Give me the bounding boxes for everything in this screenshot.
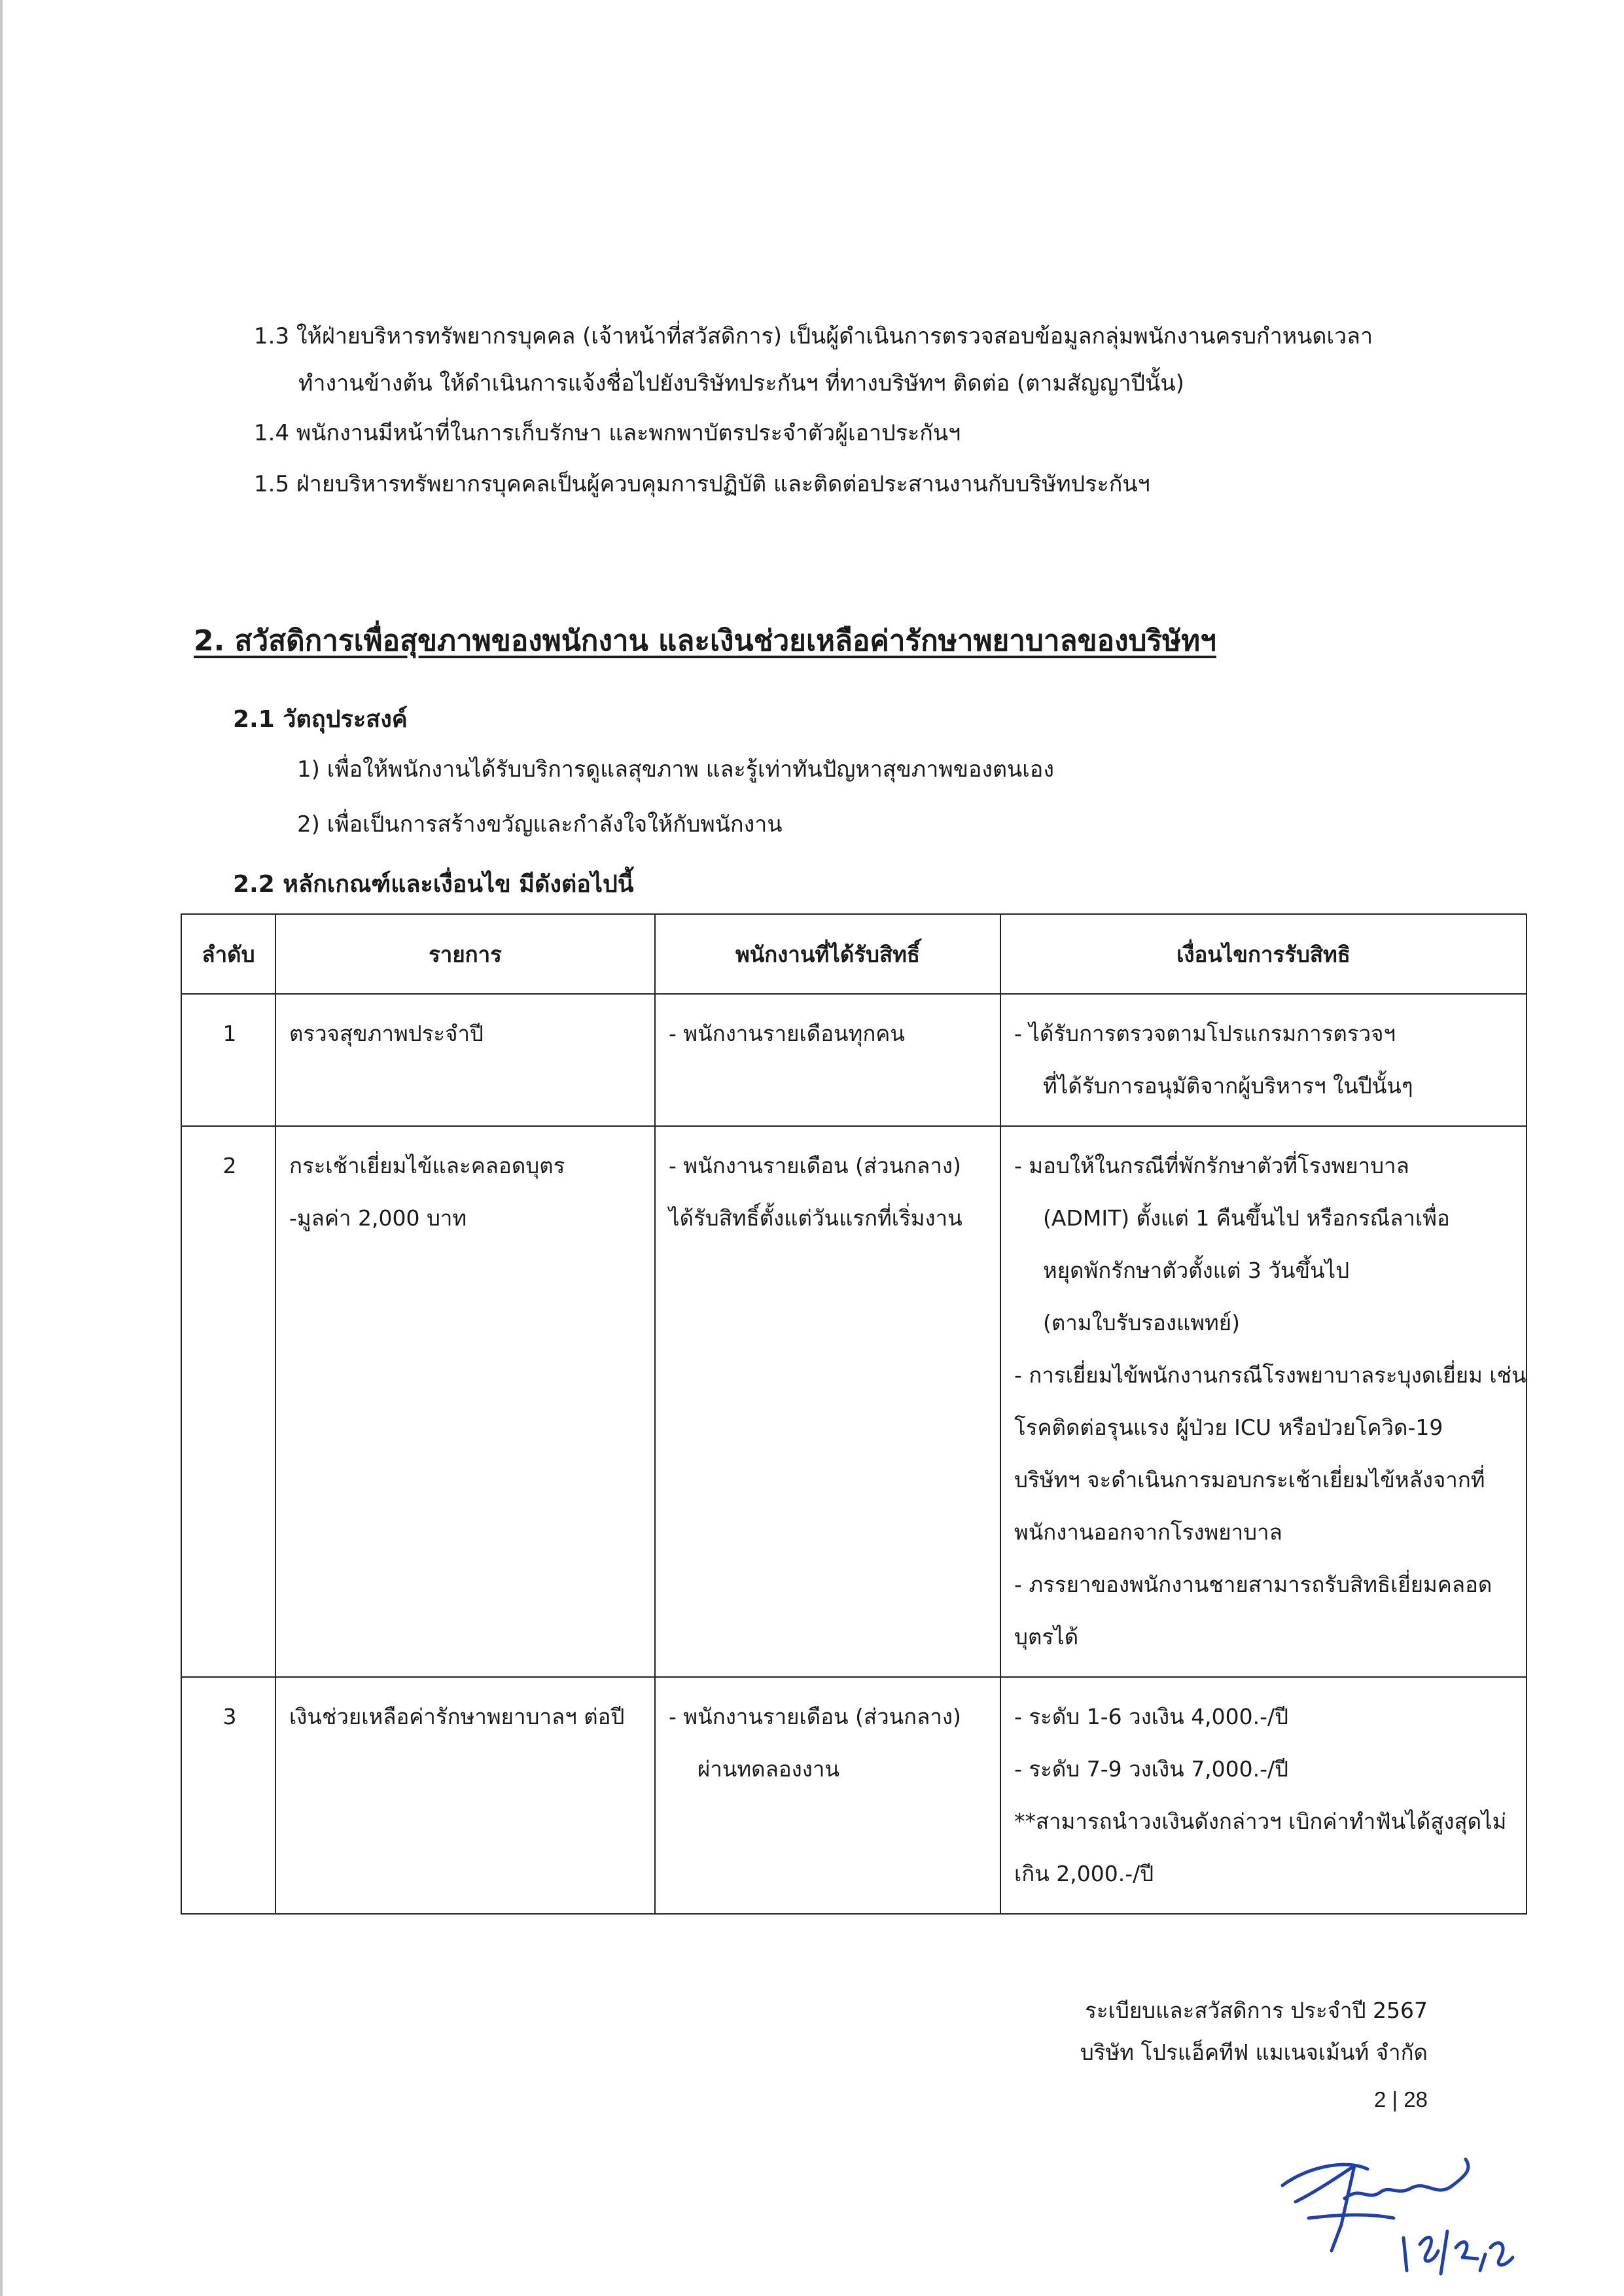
handwritten-signature <box>1269 2140 1525 2277</box>
row-eligible <box>655 1677 1000 1914</box>
item-1-5: 1.5 ฝ่ายบริหารทรัพยากรบุคคลเป็นผู้ควบคุมการปฏิบัติ และติดต่อประสานงานกับบริษัทประกันฯ <box>254 471 1150 497</box>
row-item <box>275 994 655 1126</box>
row-eligible-line: - พนักงานรายเดือน (ส่วนกลาง) <box>669 1153 961 1178</box>
row-item-line: ตรวจสุขภาพประจำปี <box>289 1021 484 1046</box>
page-number: 2 | 28 <box>1374 2087 1428 2111</box>
table-header-row <box>181 914 1527 994</box>
row-condition-line: (ตามใบรับรองแพทย์) <box>1043 1310 1240 1335</box>
table-row <box>181 994 1527 1126</box>
row-condition-line: - ได้รับการตรวจตามโปรแกรมการตรวจฯ <box>1014 1021 1396 1046</box>
row-condition-line: (ADMIT) ตั้งแต่ 1 คืนขึ้นไป หรือกรณีลาเพื่อ <box>1043 1205 1450 1231</box>
item-1-3-line1: 1.3 ให้ฝ่ายบริหารทรัพยากรบุคคล (เจ้าหน้าที่สวัสดิการ) เป็นผู้ดำเนินการตรวจสอบข้อมูลกลุ่มพนักงานครบกำหนดเวลา <box>254 323 1373 349</box>
row-eligible-line: ได้รับสิทธิ์ตั้งแต่วันแรกที่เริ่มงาน <box>669 1205 962 1231</box>
row-condition-line: พนักงานออกจากโรงพยาบาล <box>1014 1519 1282 1545</box>
row-item-line: เงินช่วยเหลือค่ารักษาพยาบาลฯ ต่อปี <box>289 1704 625 1729</box>
row-item <box>275 1677 655 1914</box>
footer-title: ระเบียบและสวัสดิการ ประจำปี 2567 <box>1085 1998 1428 2023</box>
objective-title: 2.1 วัตถุประสงค์ <box>233 706 408 733</box>
row-conditions <box>1000 1677 1527 1914</box>
row-no: 3 <box>181 1677 275 1914</box>
row-condition-line: - มอบให้ในกรณีที่พักรักษาตัวที่โรงพยาบาล <box>1014 1153 1409 1178</box>
footer-company: บริษัท โปรแอ็คทีฟ แมเนจเม้นท์ จำกัด <box>1080 2040 1428 2065</box>
row-eligible-line: - พนักงานรายเดือนทุกคน <box>669 1021 905 1046</box>
item-1-3-line2: ทำงานข้างต้น ให้ดำเนินการแจ้งชื่อไปยังบริษัทประกันฯ ที่ทางบริษัทฯ ติดต่อ (ตามสัญญาปีนั้น) <box>298 370 1184 397</box>
row-condition-line: **สามารถนำวงเงินดังกล่าวฯ เบิกค่าทำฟันได้สูงสุดไม่ <box>1014 1809 1507 1834</box>
row-condition-line: - ระดับ 1-6 วงเงิน 4,000.-/ปี <box>1014 1704 1289 1729</box>
row-condition-line: - ภรรยาของพนักงานชายสามารถรับสิทธิเยี่ยมคลอด <box>1014 1572 1492 1597</box>
criteria-table <box>181 913 1527 1915</box>
row-no: 2 <box>181 1126 275 1677</box>
row-condition-line: - ระดับ 7-9 วงเงิน 7,000.-/ปี <box>1014 1756 1289 1782</box>
row-condition-line: บุตรได้ <box>1014 1624 1079 1650</box>
row-item-line: กระเช้าเยี่ยมไข้และคลอดบุตร <box>289 1153 565 1178</box>
row-item <box>275 1126 655 1677</box>
header-no: ลำดับ <box>181 914 275 994</box>
header-eligible: พนักงานที่ได้รับสิทธิ์ <box>655 914 1000 994</box>
item-1-4: 1.4 พนักงานมีหน้าที่ในการเก็บรักษา และพกพาบัตรประจำตัวผู้เอาประกันฯ <box>254 420 961 446</box>
table-row <box>181 1677 1527 1914</box>
objective-2: 2) เพื่อเป็นการสร้างขวัญและกำลังใจให้กับพนักงาน <box>297 811 783 838</box>
row-eligible-line: - พนักงานรายเดือน (ส่วนกลาง) <box>669 1704 961 1729</box>
row-condition-line: ที่ได้รับการอนุมัติจากผู้บริหารฯ ในปีนั้นๆ <box>1043 1073 1413 1099</box>
row-no: 1 <box>181 994 275 1126</box>
row-condition-line: เกิน 2,000.-/ปี <box>1014 1861 1154 1886</box>
row-condition-line: - การเยี่ยมไข้พนักงานกรณีโรงพยาบาลระบุงดเยี่ยม เช่น <box>1014 1362 1527 1388</box>
row-conditions <box>1000 994 1527 1126</box>
row-eligible <box>655 1126 1000 1677</box>
row-condition-line: หยุดพักรักษาตัวตั้งแต่ 3 วันขึ้นไป <box>1043 1258 1350 1283</box>
row-eligible <box>655 994 1000 1126</box>
row-item-line: -มูลค่า 2,000 บาท <box>289 1205 467 1231</box>
criteria-title: 2.2 หลักเกณฑ์และเงื่อนไข มีดังต่อไปนี้ <box>233 871 634 898</box>
page-edge-line <box>0 0 3 2296</box>
row-condition-line: บริษัทฯ จะดำเนินการมอบกระเช้าเยี่ยมไข้หลังจากที่ <box>1014 1467 1485 1492</box>
table-row <box>181 1126 1527 1677</box>
row-eligible-line: ผ่านทดลองงาน <box>697 1756 839 1782</box>
objective-1: 1) เพื่อให้พนักงานได้รับบริการดูแลสุขภาพ และรู้เท่าทันปัญหาสุขภาพของตนเอง <box>297 756 1054 783</box>
row-condition-line: โรคติดต่อรุนแรง ผู้ป่วย ICU หรือป่วยโควิด-19 <box>1014 1415 1443 1440</box>
row-conditions <box>1000 1126 1527 1677</box>
header-conditions: เงื่อนไขการรับสิทธิ <box>1000 914 1527 994</box>
header-item: รายการ <box>275 914 655 994</box>
section-2-heading: 2. สวัสดิการเพื่อสุขภาพของพนักงาน และเงินช่วยเหลือค่ารักษาพยาบาลของบริษัทฯ <box>194 624 1216 658</box>
